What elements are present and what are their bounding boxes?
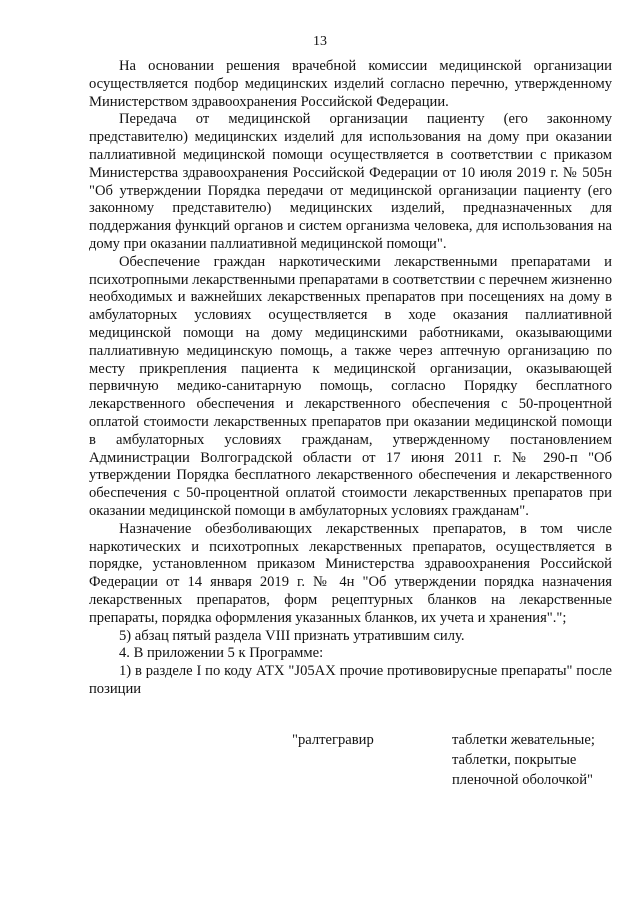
paragraph-item-4: 4. В приложении 5 к Программе: (119, 645, 324, 662)
paragraph-device-transfer: Передача от медицинской организации пациенту (его законному представителю) медицинских изделий для использования на дому при оказании паллиативной медицинской помощи осуществляется в соответствии с приказом Министерства здравоохранения Российской Федерации от 10 июля 2019 г. № 505н "Об утверждении Порядка передачи от медицинской организации пациенту (его законному представителю) медицинских изделий, предназначенных для поддержания функций органов и систем организма человека, для использования на дому при оказании паллиативной медицинской помощи". (89, 111, 612, 252)
paragraph-analgesic-prescription: Назначение обезболивающих лекарственных препаратов, в том числе наркотических и психотропных лекарственных препаратов, осуществляется в порядке, установленном приказом Министерства здравоохранения Российской Федерации от 14 января 2019 г. № 4н "Об утверждении порядка назначения лекарственных препаратов, форм рецептурных бланков на лекарственные препараты, порядка оформления указанных бланков, их учета и хранения"."; (89, 520, 612, 626)
drug-name: "ралтегравир (292, 732, 374, 748)
drug-form: таблетки жевательные; (452, 732, 595, 748)
page-number: 13 (313, 34, 327, 49)
drug-form: пленочной оболочкой" (452, 772, 593, 788)
drug-forms (452, 730, 595, 790)
drug-form: таблетки, покрытые (452, 752, 577, 768)
document-body (89, 58, 612, 699)
paragraph-item-5: 5) абзац пятый раздела VIII признать утратившим силу. (119, 627, 465, 644)
paragraph-selection-of-medical-devices: На основании решения врачебной комиссии медицинской организации осуществляется подбор медицинских изделий согласно перечню, утвержденному Министерством здравоохранения Российской Федерации. (89, 58, 612, 110)
paragraph-item-1: 1) в разделе I по коду АТХ "J05AX прочие противовирусные препараты" после позиции (89, 663, 612, 697)
paragraph-narcotic-provision: Обеспечение граждан наркотическими лекарственными препаратами и психотропными лекарственными препаратами в соответствии с перечнем жизненно необходимых и важнейших лекарственных препаратов при посещениях на дому в амбулаторных условиях осуществляется в ходе оказания паллиативной медицинской помощи на дому медицинскими работниками, оказывающими паллиативную медицинскую помощь, а также через аптечную организацию по месту прикрепления пациента к медицинской организации, оказывающей первичную медико-санитарную помощь, согласно Порядку бесплатного лекарственного обеспечения и лекарственного обеспечения с 50-процентной оплатой стоимости лекарственных препаратов при оказании медицинской помощи в амбулаторных условиях гражданам, утвержденному постановлением Администрации Волгоградской области от 17 июня 2011 г. № 290-п "Об утверждении Порядка бесплатного лекарственного обеспечения и лекарственного обеспечения с 50-процентной оплатой стоимости лекарственных препаратов при оказании медицинской помощи в амбулаторных условиях гражданам". (89, 253, 612, 519)
